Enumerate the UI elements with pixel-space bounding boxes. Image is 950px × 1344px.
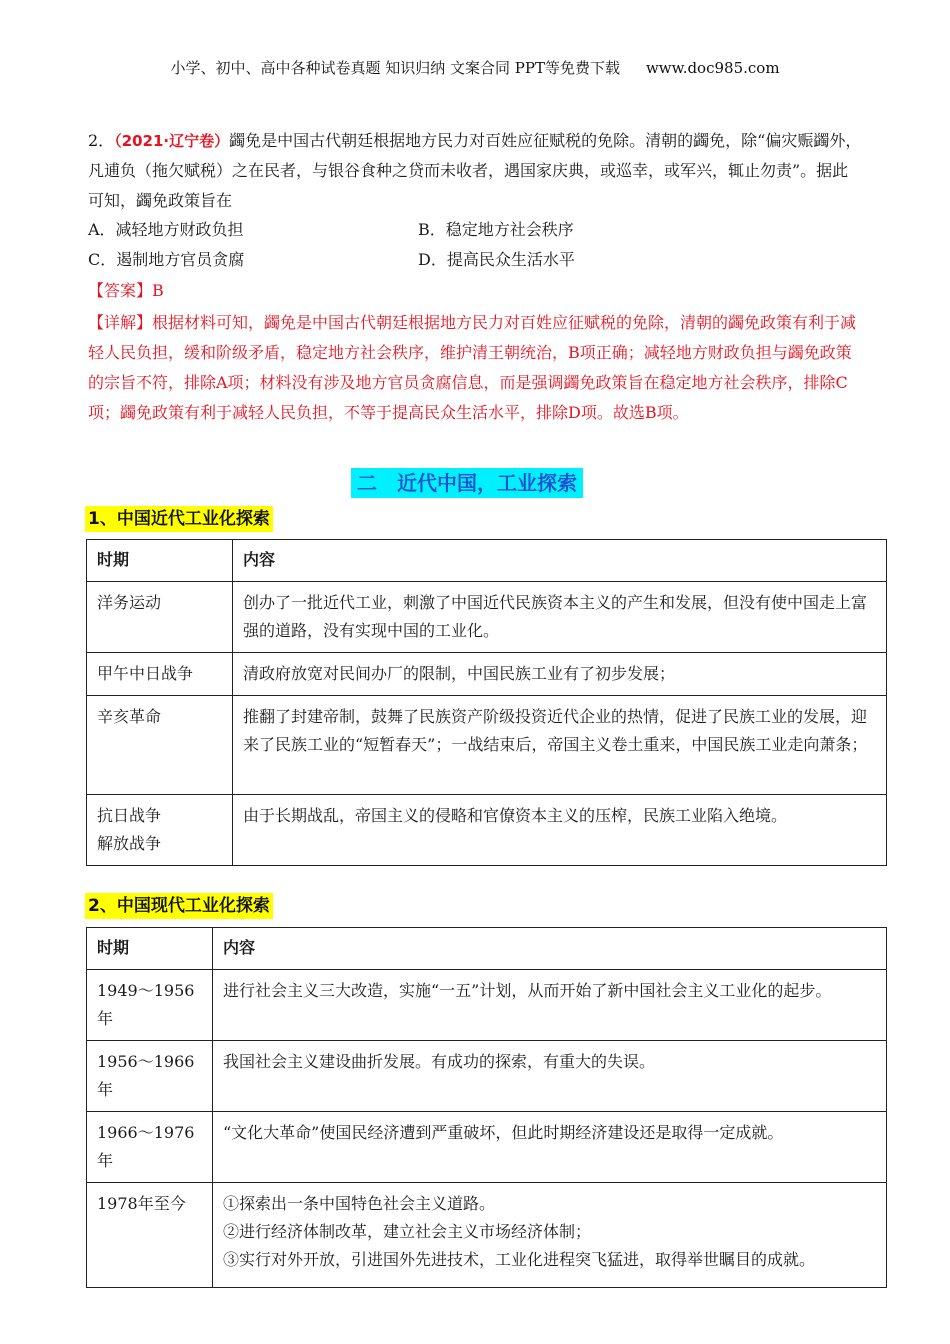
- period-cell: 甲午中日战争: [87, 653, 233, 696]
- options-row-2: [88, 245, 864, 275]
- content-line: ①探索出一条中国特色社会主义道路。: [223, 1194, 496, 1213]
- table-row: [87, 1041, 887, 1112]
- header-url[interactable]: www.doc985.com: [645, 59, 780, 77]
- period-cell: 1956～1966年: [87, 1041, 213, 1112]
- period-cell: 辛亥革命: [87, 696, 233, 795]
- option-d: D．提高民众生活水平: [418, 250, 575, 269]
- detail-text: 根据材料可知，蠲免是中国古代朝廷根据地方民力对百姓应征赋税的免除，清朝的蠲免政策有利于减轻人民负担，缓和阶级矛盾，稳定地方社会秩序，维护清王朝统治，B项正确；减轻地方财政负担与蠲免政策的宗旨不符，排除A项；材料没有涉及地方官员贪腐信息，而是强调蠲免政策旨在稳定地方社会秩序，排除C项；蠲免政策有利于减轻人民负担，不等于提高民众生活水平，排除D项。故选B项。: [88, 313, 857, 422]
- period-cell: 1949～1956年: [87, 970, 213, 1041]
- content-cell: 进行社会主义三大改造，实施“一五”计划，从而开始了新中国社会主义工业化的起步。: [213, 970, 887, 1041]
- header-content: 内容: [213, 928, 887, 970]
- header-text: 小学、初中、高中各种试卷真题 知识归纳 文案合同 PPT等免费下载: [170, 59, 620, 77]
- question-source: （2021·辽宁卷）: [114, 132, 230, 150]
- answer-detail: [88, 308, 864, 428]
- question-block: [88, 126, 864, 216]
- table-row: [87, 1112, 887, 1183]
- option-a: A．减轻地方财政负担: [88, 220, 244, 239]
- page-header: [0, 57, 950, 78]
- header-period: 时期: [87, 540, 233, 582]
- option-c: C．遏制地方官员贪腐: [88, 250, 245, 269]
- question-number: 2．: [88, 131, 115, 150]
- period-cell: 洋务运动: [87, 582, 233, 653]
- table-header-row: [87, 928, 887, 970]
- modern-industrialization-table: [86, 539, 887, 866]
- detail-label: 【详解】: [88, 313, 153, 332]
- answer: 【答案】B: [88, 281, 164, 300]
- content-cell: 我国社会主义建设曲折发展。有成功的探索，有重大的失误。: [213, 1041, 887, 1112]
- content-line: ②进行经济体制改革，建立社会主义市场经济体制；: [223, 1222, 592, 1241]
- table-row: [87, 970, 887, 1041]
- header-period: 时期: [87, 928, 213, 970]
- options-row-1: [88, 215, 864, 245]
- table-row: [87, 653, 887, 696]
- table-row: [87, 582, 887, 653]
- header-content: 内容: [233, 540, 887, 582]
- table1-title: 1、中国近代工业化探索: [85, 506, 273, 532]
- content-cell: 创办了一批近代工业，刺激了中国近代民族资本主义的产生和发展，但没有使中国走上富强的道路，没有实现中国的工业化。: [233, 582, 887, 653]
- content-cell: 由于长期战乱，帝国主义的侵略和官僚资本主义的压榨，民族工业陷入绝境。: [233, 795, 887, 866]
- table-row: [87, 795, 887, 866]
- content-line: ③实行对外开放，引进国外先进技术，工业化进程突飞猛进，取得举世瞩目的成就。: [223, 1250, 816, 1269]
- section-title: 二 近代中国，工业探索: [351, 468, 583, 498]
- question-stem: 蠲免是中国古代朝廷根据地方民力对百姓应征赋税的免除。清朝的蠲免，除“偏灾赈蠲外，凡逋负（拖欠赋税）之在民者，与银谷食种之贷而未收者，遇国家庆典，或巡幸，或军兴，辄止勿责”。据此可知，蠲免政策旨在: [88, 131, 862, 210]
- period-cell: 1966～1976年: [87, 1112, 213, 1183]
- table-header-row: [87, 540, 887, 582]
- period-line: 抗日战争: [97, 806, 162, 825]
- period-cell: 1978年至今: [87, 1183, 213, 1288]
- period-line: 解放战争: [97, 834, 162, 853]
- contemporary-industrialization-table: [86, 927, 887, 1288]
- table2-title: 2、中国现代工业化探索: [85, 893, 273, 919]
- period-cell: [87, 795, 233, 866]
- content-cell: [213, 1183, 887, 1288]
- option-b: B．稳定地方社会秩序: [418, 220, 574, 239]
- table-row: [87, 696, 887, 795]
- content-cell: 推翻了封建帝制，鼓舞了民族资产阶级投资近代企业的热情，促进了民族工业的发展，迎来了民族工业的“短暂春天”；一战结束后，帝国主义卷土重来，中国民族工业走向萧条；: [233, 696, 887, 795]
- content-cell: 清政府放宽对民间办厂的限制，中国民族工业有了初步发展；: [233, 653, 887, 696]
- content-cell: “文化大革命”使国民经济遭到严重破坏，但此时期经济建设还是取得一定成就。: [213, 1112, 887, 1183]
- table-row: [87, 1183, 887, 1288]
